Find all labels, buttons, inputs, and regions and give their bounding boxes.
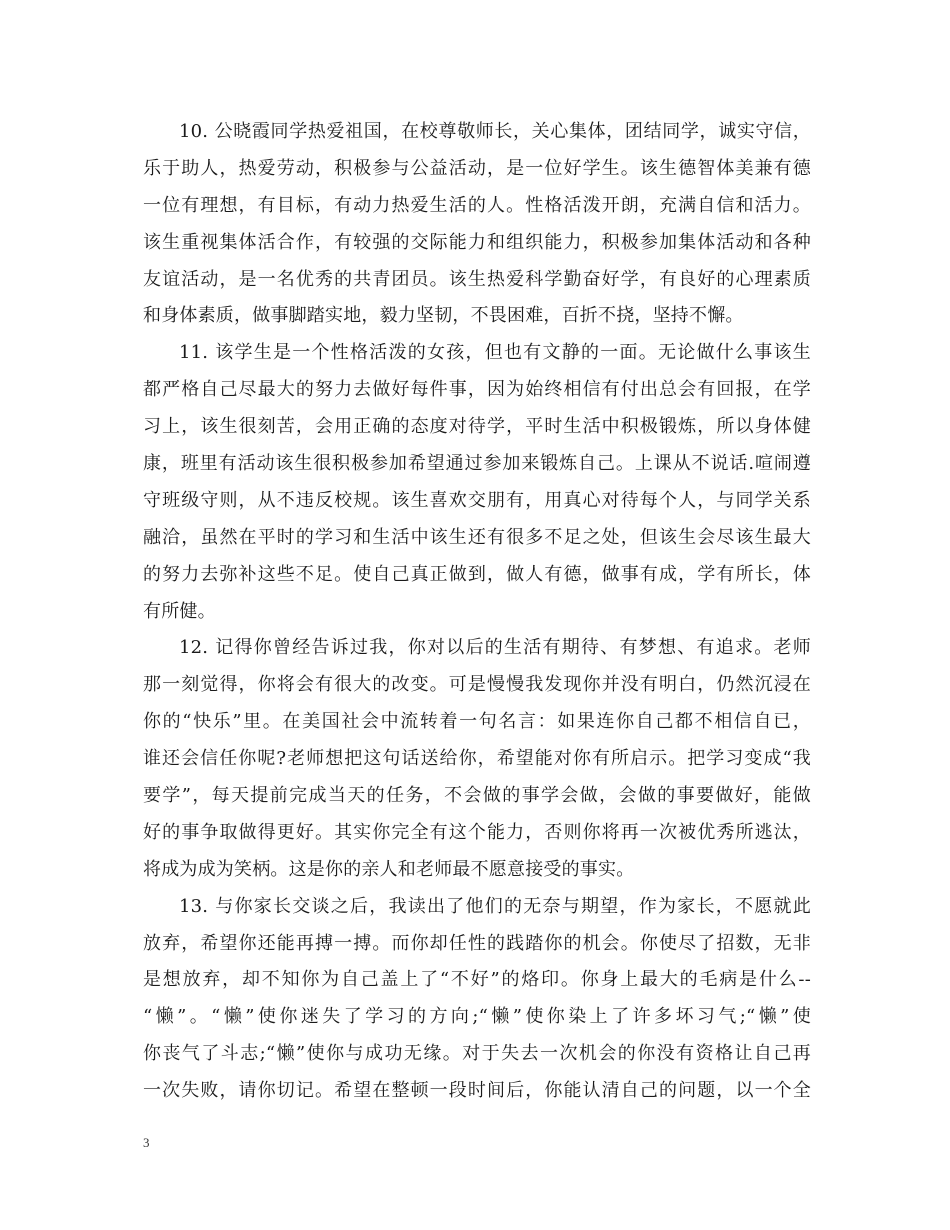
text-line: 该生重视集体活合作，有较强的交际能力和组织能力，积极参加集体活动和各种 <box>143 231 811 253</box>
text-line: 都严格自己尽最大的努力去做好每件事，因为始终相信有付出总会有回报，在学 <box>143 379 811 401</box>
text-line: 康，班里有活动该生很积极参加希望通过参加来锻炼自己。上课从不说话.喧闹遵 <box>143 453 811 475</box>
text-line: 守班级守则，从不违反校规。该生喜欢交朋有，用真心对待每个人，与同学关系 <box>143 489 811 511</box>
text-line: 和身体素质，做事脚踏实地，毅力坚韧，不畏困难，百折不挠，坚持不懈。 <box>143 305 744 327</box>
text-line: 谁还会信任你呢?老师想把这句话送给你，希望能对你有所启示。把学习变成“我 <box>143 748 811 770</box>
text-line: 一次失败，请你切记。希望在整顿一段时间后，你能认清自己的问题，以一个全 <box>143 1080 811 1102</box>
text-line: “懒”。“懒”使你迷失了学习的方向;“懒”使你染上了许多坏习气;“懒”使 <box>143 1006 811 1028</box>
text-line: 你的“快乐”里。在美国社会中流转着一句名言：如果连你自己都不相信自已， <box>143 711 811 733</box>
text-line: 你丧气了斗志;“懒”使你与成功无缘。对于失去一次机会的你没有资格让自己再 <box>143 1043 811 1065</box>
paragraph-13 <box>143 889 811 1110</box>
text-line: 13. 与你家长交谈之后，我读出了他们的无奈与期望，作为家长，不愿就此 <box>179 895 811 917</box>
paragraph-12 <box>143 630 811 888</box>
page-number: 3 <box>143 1135 150 1150</box>
text-line: 有所健。 <box>143 600 216 622</box>
text-line: 将成为成为笑柄。这是你的亲人和老师最不愿意接受的事实。 <box>143 858 635 880</box>
text-line: 11. 该学生是一个性格活泼的女孩，但也有文静的一面。无论做什么事该生 <box>179 342 811 364</box>
text-line: 10. 公晓霞同学热爱祖国，在校尊敬师长，关心集体，团结同学，诚实守信， <box>179 121 811 142</box>
text-line: 乐于助人，热爱劳动，积极参与公益活动，是一位好学生。该生德智体美兼有德 <box>143 157 811 179</box>
text-line: 12. 记得你曾经告诉过我，你对以后的生活有期待、有梦想、有追求。老师 <box>179 637 811 659</box>
text-line: 习上，该生很刻苦，会用正确的态度对待学，平时生活中积极锻炼，所以身体健 <box>143 416 811 438</box>
paragraph-11 <box>143 335 811 630</box>
text-line: 好的事争取做得更好。其实你完全有这个能力，否则你将再一次被优秀所逃汰， <box>143 821 811 843</box>
document-body <box>143 114 811 1110</box>
text-line: 是想放弃，却不知你为自己盖上了“不好”的烙印。你身上最大的毛病是什么-- <box>143 969 811 991</box>
text-line: 要学”，每天提前完成当天的任务，不会做的事学会做，会做的事要做好，能做 <box>143 785 811 807</box>
text-line: 友谊活动，是一名优秀的共青团员。该生热爱科学勤奋好学，有良好的心理素质 <box>143 268 811 290</box>
text-line: 融洽，虽然在平时的学习和生活中该生还有很多不足之处，但该生会尽该生最大 <box>143 526 811 548</box>
text-line: 一位有理想，有目标，有动力热爱生活的人。性格活泼开朗，充满自信和活力。 <box>143 194 811 216</box>
text-line: 那一刻觉得，你将会有很大的改变。可是慢慢我发现你并没有明白，仍然沉浸在 <box>143 674 811 696</box>
paragraph-10 <box>143 114 811 335</box>
text-line: 放弃，希望你还能再搏一搏。而你却任性的践踏你的机会。你使尽了招数，无非 <box>143 932 811 954</box>
text-line: 的努力去弥补这些不足。使自己真正做到，做人有德，做事有成，学有所长，体 <box>143 563 811 585</box>
